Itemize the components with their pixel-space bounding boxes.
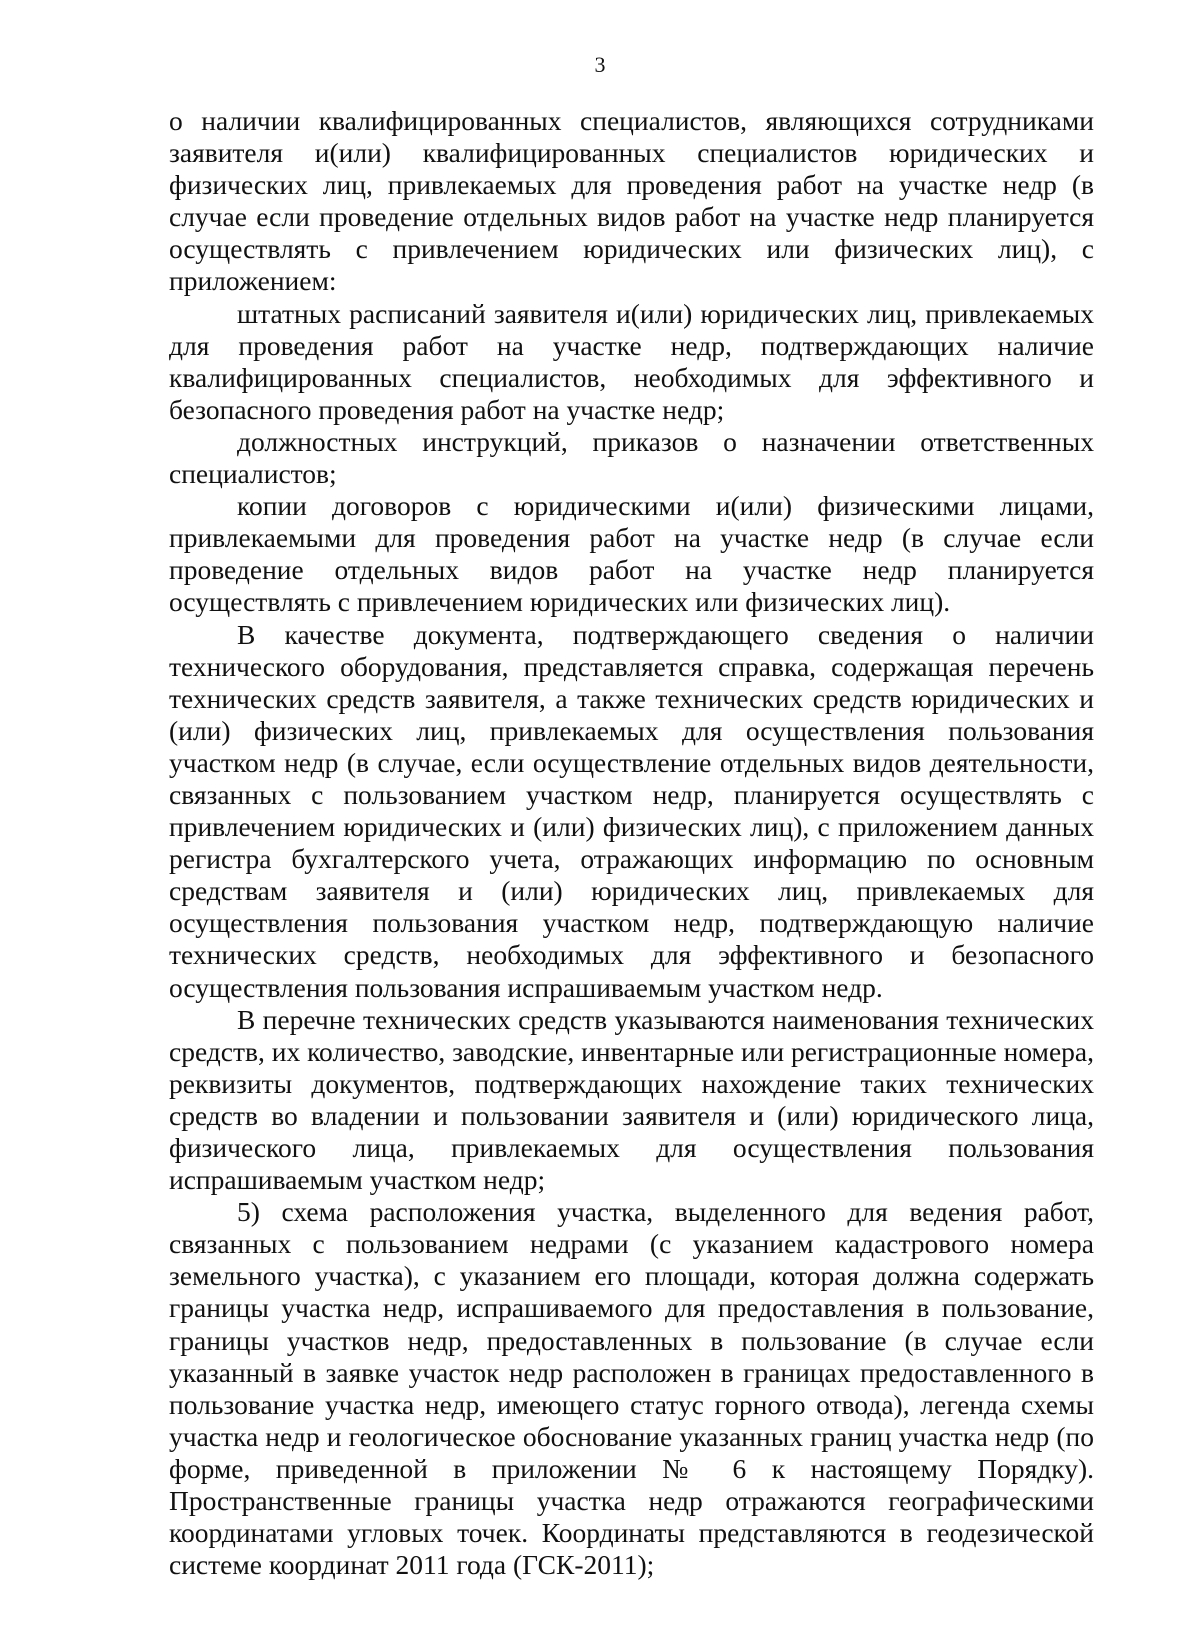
paragraph-staff-schedules: штатных расписаний заявителя и(или) юридических лиц, привлекаемых для проведения работ на участке недр, подтверждающих наличие квалифицированных специалистов, необходимых для эффективного и безопасного проведения работ на участке недр; xyxy=(169,297,1094,425)
paragraph-qualified-specialists: о наличии квалифицированных специалистов, являющихся сотрудниками заявителя и(или) квалифицированных специалистов юридических и физических лиц, привлекаемых для проведения работ на участке недр (в случае если проведение отдельных видов работ на участке недр планируется осуществлять с привлечением юридических или физических лиц), с приложением: xyxy=(169,105,1094,297)
paragraph-site-scheme: 5) схема расположения участка, выделенного для ведения работ, связанных с пользованием недрами (с указанием кадастрового номера земельного участка), с указанием его площади, которая должна содержать границы участка недр, испрашиваемого для предоставления в пользование, границы участков недр, предоставленных в пользование (в случае если указанный в заявке участок недр расположен в границах предоставленного в пользование участка недр, имеющего статус горного отвода), легенда схемы участка недр и геологическое обоснование указанных границ участка недр (по форме, приведенной в приложении № 6 к настоящему Порядку). Пространственные границы участка недр отражаются географическими координатами угловых точек. Координаты представляются в геодезической системе координат 2011 года (ГСК-2011); xyxy=(169,1196,1094,1581)
paragraph-job-instructions: должностных инструкций, приказов о назначении ответственных специалистов; xyxy=(169,425,1094,490)
paragraph-contract-copies: копии договоров с юридическими и(или) физическими лицами, привлекаемыми для проведения работ на участке недр (в случае если проведение отдельных видов работ на участке недр планируется осуществлять с привлечением юридических или физических лиц). xyxy=(169,490,1094,618)
document-body xyxy=(169,105,1094,1581)
paragraph-technical-equipment: В качестве документа, подтверждающего сведения о наличии технического оборудования, представляется справка, содержащая перечень технических средств заявителя, а также технических средств юридических и (или) физических лиц, привлекаемых для осуществления пользования участком недр (в случае, если осуществление отдельных видов деятельности, связанных с пользованием участком недр, планируется осуществлять с привлечением юридических и (или) физических лиц), с приложением данных регистра бухгалтерского учета, отражающих информацию по основным средствам заявителя и (или) юридических лиц, привлекаемых для осуществления пользования участком недр, подтверждающую наличие технических средств, необходимых для эффективного и безопасного осуществления пользования испрашиваемым участком недр. xyxy=(169,618,1094,1003)
page-number: 3 xyxy=(594,52,606,77)
paragraph-equipment-list: В перечне технических средств указываются наименования технических средств, их количество, заводские, инвентарные или регистрационные номера, реквизиты документов, подтверждающих нахождение таких технических средств во владении и пользовании заявителя и (или) юридического лица, физического лица, привлекаемых для осуществления пользования испрашиваемым участком недр; xyxy=(169,1003,1094,1196)
